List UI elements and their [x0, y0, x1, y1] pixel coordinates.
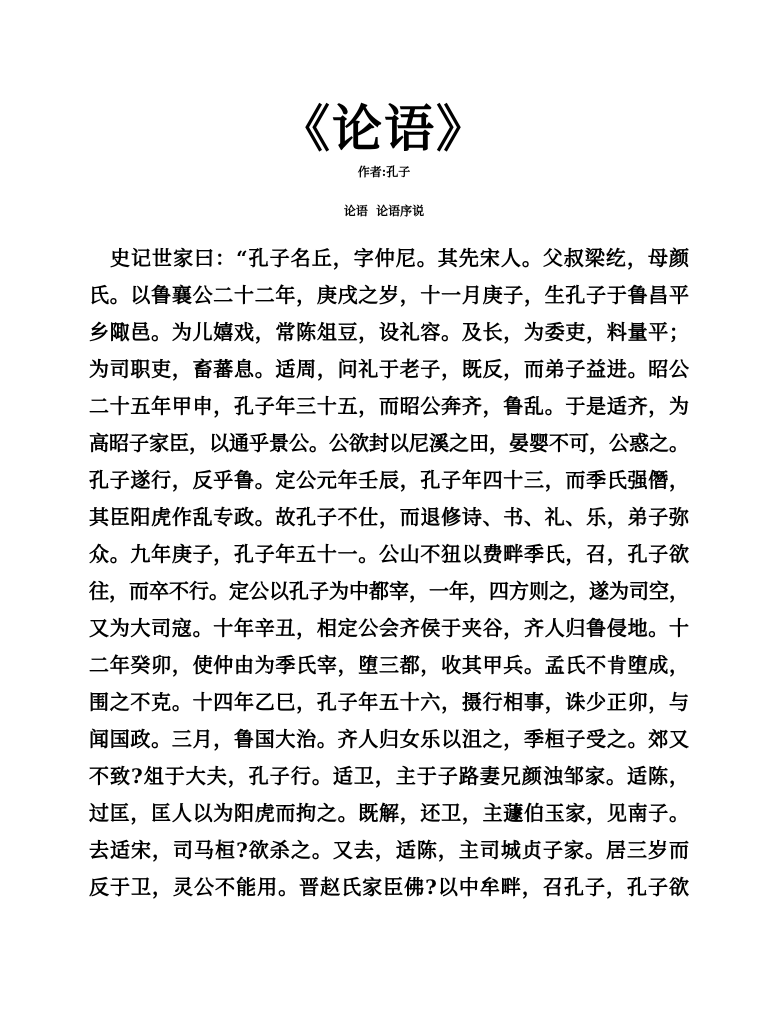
- text-line: 反于卫，灵公不能用。晋赵氏家臣佛?以中牟畔，召孔子，孔子欲: [89, 875, 689, 899]
- author-line: 作者:孔子: [357, 165, 411, 179]
- text-line: 氏。以鲁襄公二十二年，庚戌之岁，十一月庚子，生孔子于鲁昌平: [89, 283, 689, 307]
- text-line: 孔子遂行，反乎鲁。定公元年壬辰，孔子年四十三，而季氏强僭，: [89, 468, 689, 492]
- text-line: 为司职吏，畜蕃息。适周，问礼于老子，既反，而弟子益进。昭公: [89, 357, 689, 381]
- text-line: 二十五年甲申，孔子年三十五，而昭公奔齐，鲁乱。于是适齐，为: [89, 394, 689, 418]
- section-heading: 论语 论语序说: [343, 204, 425, 218]
- text-line: 又为大司寇。十年辛丑，相定公会齐侯于夹谷，齐人归鲁侵地。十: [89, 616, 689, 640]
- text-line: 其臣阳虎作乱专政。故孔子不仕，而退修诗、书、礼、乐，弟子弥: [89, 505, 689, 529]
- text-line: 过匡，匡人以为阳虎而拘之。既解，还卫，主蘧伯玉家，见南子。: [89, 801, 689, 825]
- text-line: 闻国政。三月，鲁国大治。齐人归女乐以沮之，季桓子受之。郊又: [89, 727, 689, 751]
- body-text: [89, 240, 689, 906]
- text-line: 去适宋，司马桓?欲杀之。又去，适陈，主司城贞子家。居三岁而: [89, 838, 689, 862]
- document-title: 《论语》: [280, 99, 488, 158]
- text-line: 乡陬邑。为儿嬉戏，常陈俎豆，设礼容。及长，为委吏，料量平；: [89, 320, 689, 344]
- text-line: 不致?俎于大夫，孔子行。适卫，主于子路妻兄颜浊邹家。适陈，: [89, 764, 689, 788]
- text-line: 围之不克。十四年乙巳，孔子年五十六，摄行相事，诛少正卯，与: [89, 690, 689, 714]
- text-line: 高昭子家臣，以通乎景公。公欲封以尼溪之田，晏婴不可，公惑之。: [89, 431, 689, 455]
- text-line: 众。九年庚子，孔子年五十一。公山不狃以费畔季氏，召，孔子欲: [89, 542, 689, 566]
- text-line: 往，而卒不行。定公以孔子为中都宰，一年，四方则之，遂为司空，: [89, 579, 689, 603]
- text-line: 史记世家曰：“孔子名丘，字仲尼。其先宋人。父叔梁纥，母颜: [89, 246, 689, 270]
- text-line: 二年癸卯，使仲由为季氏宰，堕三都，收其甲兵。孟氏不肯堕成，: [89, 653, 689, 677]
